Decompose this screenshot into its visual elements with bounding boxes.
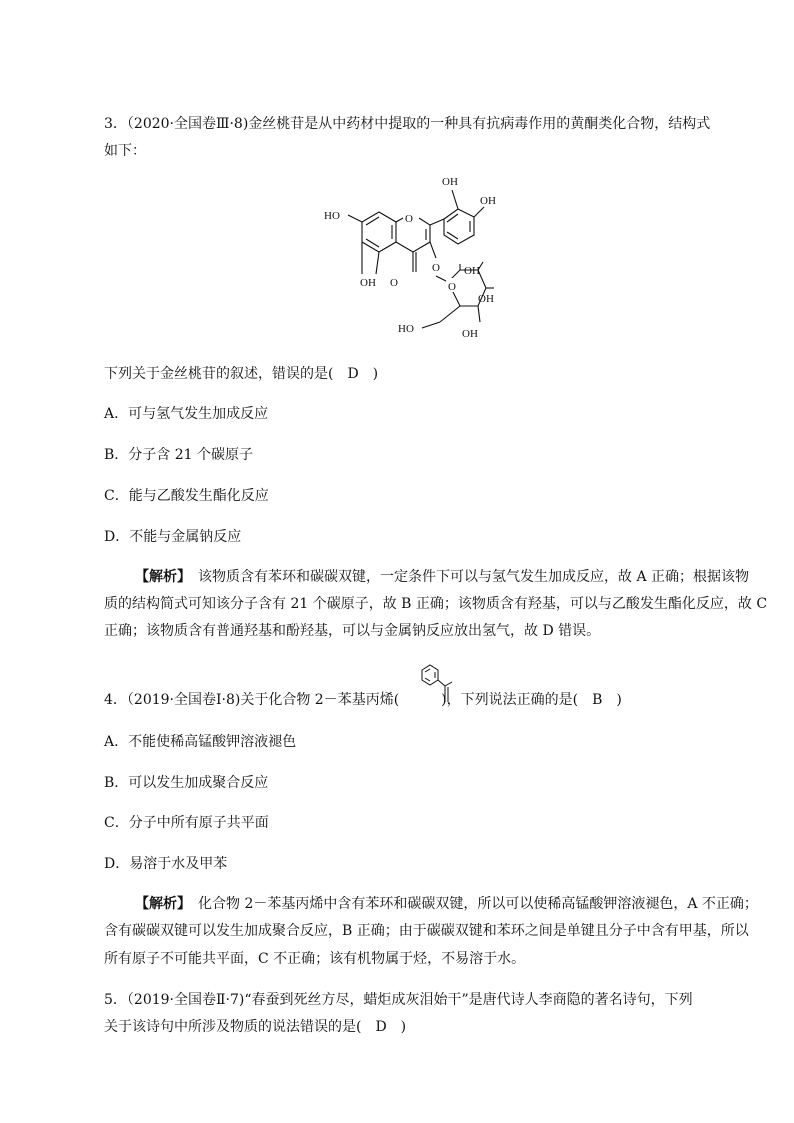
q4-analysis-line3: 所有原子不可能共平面，C 不正确；该有机物属于烃，不易溶于水。 <box>104 951 526 967</box>
q4-option-a: A．不能使稀高锰酸钾溶液褪色 <box>104 734 297 750</box>
oh-label: OH <box>462 328 478 340</box>
q4-analysis-text: 化合物 2－苯基丙烯中含有苯环和碳碳双键，所以可以使稀高锰酸钾溶液褪色，A 不正确； <box>184 896 758 912</box>
q4-option-b: B．可以发生加成聚合反应 <box>104 775 269 791</box>
q4-analysis-line2: 含有碳碳双键可以发生加成聚合反应，B 正确；由于碳碳双键和苯环之间是单键且分子中含有甲基，所以 <box>104 923 749 939</box>
q4-stem-suffix: )，下列说法正确的是( B ) <box>441 692 622 708</box>
q4-option-d: D．易溶于水及甲苯 <box>104 856 228 872</box>
oh-label: OH <box>478 293 494 305</box>
oh-label: OH <box>442 176 458 188</box>
oh-label: OH <box>464 265 480 277</box>
hyperoside-structure <box>318 172 504 346</box>
carbonyl-o-label: O <box>390 277 398 289</box>
q3-option-a: A．可与氢气发生加成反应 <box>104 406 269 422</box>
q5-stem-line1: 5．（2019·全国卷Ⅱ·7)“春蚕到死丝方尽，蜡炬成灰泪始干”是唐代诗人李商隐的著名诗句，下列 <box>104 992 693 1008</box>
q3-option-d: D．不能与金属钠反应 <box>104 529 242 545</box>
phenylpropene-structure <box>414 662 458 708</box>
q3-option-b: B．分子含 21 个碳原子 <box>104 447 254 463</box>
oh-label: OH <box>480 195 496 207</box>
ho-label: HO <box>398 323 414 335</box>
q3-question: 下列关于金丝桃苷的叙述，错误的是( D ) <box>104 366 379 382</box>
oh-label: OH <box>360 277 376 289</box>
analysis-tag: 【解析】 <box>135 896 184 912</box>
q4-stem-prefix: 4．（2019·全国卷Ⅰ·8)关于化合物 2－苯基丙烯( <box>104 692 400 708</box>
q4-stem <box>104 690 622 710</box>
link-o-label: O <box>432 262 440 274</box>
q3-analysis-text: 该物质含有苯环和碳碳双键，一定条件下可以与氢气发生加成反应，故 A 正确；根据该物 <box>184 569 750 585</box>
q4-option-c: C．分子中所有原子共平面 <box>104 815 269 831</box>
q4-analysis-line1 <box>135 894 758 914</box>
q3-stem-line2: 如下： <box>104 143 146 159</box>
q3-analysis-line2: 质的结构简式可知该分子含有 21 个碳原子，故 B 正确；该物质含有羟基，可以与乙酸发生酯化反应，故 C <box>104 596 768 612</box>
q5-stem-line2: 关于该诗句中所涉及物质的说法错误的是( D ) <box>104 1019 407 1035</box>
q3-option-c: C．能与乙酸发生酯化反应 <box>104 488 269 504</box>
sugar-o-label: O <box>448 281 456 293</box>
q3-analysis-line1 <box>135 567 749 587</box>
q3-stem-line1: 3．（2020·全国卷Ⅲ·8)金丝桃苷是从中药材中提取的一种具有抗病毒作用的黄酮类化合物，结构式 <box>104 116 711 132</box>
ring-o-label: O <box>405 213 413 225</box>
q3-analysis-line3: 正确；该物质含有普通羟基和酚羟基，可以与金属钠反应放出氢气，故 D 错误。 <box>104 623 601 639</box>
analysis-tag: 【解析】 <box>135 569 184 585</box>
ho-label: HO <box>324 210 340 222</box>
